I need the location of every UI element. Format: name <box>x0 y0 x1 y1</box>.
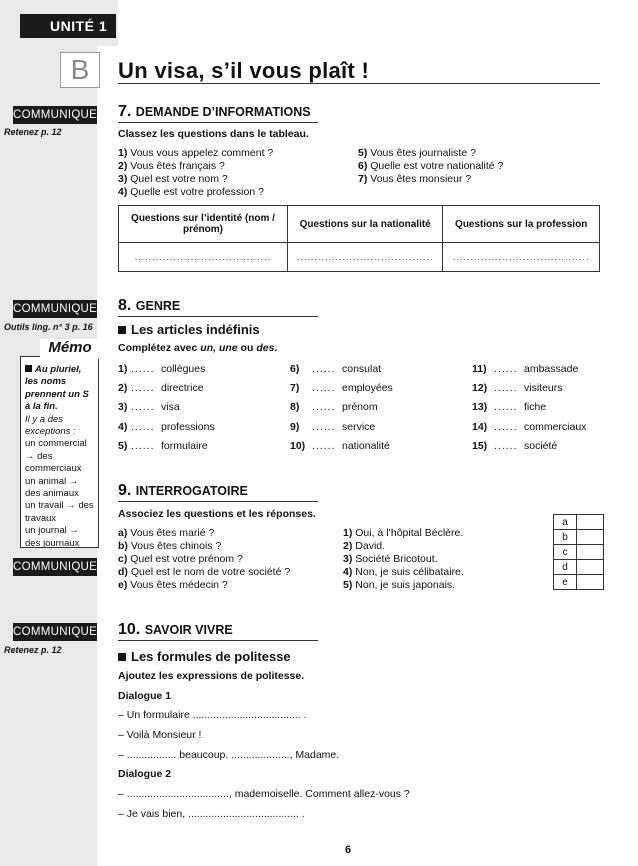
article-blank[interactable]: ...... <box>312 401 336 413</box>
exercise-7-title <box>118 103 311 121</box>
exercise-rule <box>118 501 318 502</box>
communiquer-label-2: COMMUNIQUER <box>13 300 97 318</box>
question-item: b) Vous êtes chinois ? <box>118 540 222 552</box>
question-item: 7) Vous êtes monsieur ? <box>358 173 472 185</box>
question-item: 5) Vous êtes journaliste ? <box>358 147 476 159</box>
noun-word: professions <box>161 421 215 433</box>
grid-letter: b <box>554 530 577 545</box>
grid-letter: e <box>554 575 577 590</box>
grid-answer-cell[interactable] <box>577 515 604 530</box>
exercise-10-subheading: Les formules de politesse <box>118 649 291 664</box>
communiquer-label-3: COMMUNIQUER <box>13 558 97 576</box>
article-blank[interactable]: ...... <box>312 421 336 433</box>
table-header: Questions sur la profession <box>443 206 600 243</box>
memo-example: un animal → des animaux <box>25 475 79 500</box>
grid-letter: a <box>554 515 577 530</box>
article-blank[interactable]: ...... <box>312 440 336 452</box>
noun-word: ambassade <box>524 363 579 375</box>
question-item: 4) Quelle est votre profession ? <box>118 186 264 198</box>
article-blank[interactable]: ...... <box>494 421 518 433</box>
dialogue-heading: Dialogue 1 <box>118 690 172 702</box>
article-blank[interactable]: ...... <box>131 421 155 433</box>
article-blank[interactable]: ...... <box>312 363 336 375</box>
item-number: 12) <box>472 382 488 394</box>
noun-word: nationalité <box>342 440 390 452</box>
memo-text <box>25 364 95 550</box>
exercise-rule <box>118 316 318 317</box>
exercise-number: 9. <box>118 482 132 499</box>
noun-word: service <box>342 421 376 433</box>
dialogue-line[interactable]: – Je vais bien, ...................................... . <box>118 808 305 820</box>
item-number: 6) <box>290 363 300 375</box>
question-item: e) Vous êtes médecin ? <box>118 579 228 591</box>
item-number: 3) <box>118 401 128 413</box>
item-number: 11) <box>472 363 487 375</box>
exercise-10-title <box>118 621 233 639</box>
answer-item: 5) Non, je suis japonais. <box>343 579 456 591</box>
memo-example: un travail → des travaux <box>25 500 94 524</box>
memo-title: Mémo <box>40 339 100 359</box>
answer-cell[interactable]: ....................................... <box>443 243 600 272</box>
noun-word: visiteurs <box>524 382 563 394</box>
exercise-number: 10. <box>118 621 141 638</box>
table-header: Questions sur la nationalité <box>288 206 443 243</box>
item-number: 9) <box>290 421 300 433</box>
exercise-7-instruction: Classez les questions dans le tableau. <box>118 128 309 140</box>
noun-word: société <box>524 440 558 452</box>
item-number: 8) <box>290 401 300 413</box>
classification-table <box>118 205 600 272</box>
article-blank[interactable]: ...... <box>494 382 518 394</box>
article-blank[interactable]: ...... <box>494 401 518 413</box>
dialogue-line[interactable]: – ................. beaucoup. ...................., Madame. <box>118 749 340 761</box>
answer-item: 4) Non, je suis célibataire. <box>343 566 464 578</box>
grid-answer-cell[interactable] <box>577 575 604 590</box>
communiquer-label-4: COMMUNIQUER <box>13 623 97 641</box>
item-number: 2) <box>118 382 128 394</box>
answer-item: 1) Oui, à l’hôpital Béclère. <box>343 527 464 539</box>
memo-example: un journal → des journaux <box>25 525 80 549</box>
article-blank[interactable]: ...... <box>131 440 155 452</box>
grid-letter: d <box>554 560 577 575</box>
grid-answer-cell[interactable] <box>577 545 604 560</box>
grid-letter: c <box>554 545 577 560</box>
question-item: a) Vous êtes marié ? <box>118 527 215 539</box>
question-item: 2) Vous êtes français ? <box>118 160 225 172</box>
bullet-icon <box>118 653 126 661</box>
article-blank[interactable]: ...... <box>312 382 336 394</box>
item-number: 10) <box>290 440 306 452</box>
question-item: d) Quel est le nom de votre société ? <box>118 566 291 578</box>
article-blank[interactable]: ...... <box>494 440 518 452</box>
noun-word: employées <box>342 382 393 394</box>
exercise-rule <box>118 640 318 641</box>
bullet-icon <box>118 326 126 334</box>
dialogue-line[interactable]: – ..................................., mademoiselle. Comment allez-vous ? <box>118 788 410 800</box>
title-rule <box>118 83 600 84</box>
item-number: 15) <box>472 440 488 452</box>
exercise-heading: SAVOIR VIVRE <box>144 623 233 637</box>
bullet-icon <box>25 365 32 372</box>
article-blank[interactable]: ...... <box>494 363 518 375</box>
question-item: 3) Quel est votre nom ? <box>118 173 228 185</box>
exercise-8-instruction: Complétez avec un, une ou des. <box>118 342 278 354</box>
article-blank[interactable]: ...... <box>131 382 155 394</box>
article-blank[interactable]: ...... <box>131 401 155 413</box>
exercise-9-instruction: Associez les questions et les réponses. <box>118 508 316 520</box>
exercise-number: 7. <box>118 103 132 120</box>
exercise-number: 8. <box>118 297 132 314</box>
noun-word: prénom <box>342 401 378 413</box>
communiquer-label-1: COMMUNIQUER <box>13 106 97 124</box>
exercise-8-title <box>118 297 180 315</box>
matching-grid <box>553 514 604 590</box>
sidebar-note-retenez-1: Retenez p. 12 <box>4 127 62 137</box>
dialogue-line[interactable]: – Un formulaire ..................................... . <box>118 709 307 721</box>
noun-word: consulat <box>342 363 382 375</box>
item-number: 4) <box>118 421 128 433</box>
answer-cell[interactable]: ....................................... <box>119 243 288 272</box>
question-item: 1) Vous vous appelez comment ? <box>118 147 274 159</box>
noun-word: fiche <box>524 401 547 413</box>
exercise-heading: GENRE <box>135 299 181 313</box>
grid-answer-cell[interactable] <box>577 530 604 545</box>
item-number: 14) <box>472 421 488 433</box>
memo-example: un commercial → des commerciaux <box>25 438 87 475</box>
noun-word: visa <box>161 401 180 413</box>
answer-item: 2) David. <box>343 540 386 552</box>
item-number: 1) <box>118 363 128 375</box>
table-header: Questions sur l’identité (nom / prénom) <box>119 206 288 243</box>
exercise-10-instruction: Ajoutez les expressions de politesse. <box>118 670 305 682</box>
noun-word: commerciaux <box>524 421 587 433</box>
answer-item: 3) Société Bricotout. <box>343 553 438 565</box>
item-number: 7) <box>290 382 300 394</box>
page-title: Un visa, s’il vous plaît ! <box>118 58 370 83</box>
exercise-rule <box>118 122 318 123</box>
answer-cell[interactable]: ....................................... <box>288 243 443 272</box>
unit-tab: UNITÉ 1 <box>20 14 116 38</box>
exercise-heading: INTERROGATOIRE <box>135 484 248 498</box>
noun-word: collègues <box>161 363 206 375</box>
exercise-heading: DEMANDE D’INFORMATIONS <box>135 105 311 119</box>
exercise-9-title <box>118 482 248 500</box>
dialogue-line: – Voilà Monsieur ! <box>118 729 202 741</box>
question-item: 6) Quelle est votre nationalité ? <box>358 160 504 172</box>
memo-exceptions: Il y a des exceptions : <box>25 413 76 438</box>
exercise-8-subheading: Les articles indéfinis <box>118 322 260 337</box>
article-blank[interactable]: ...... <box>131 363 155 375</box>
sidebar-note-retenez-2: Retenez p. 12 <box>4 645 62 655</box>
noun-word: directrice <box>161 382 204 394</box>
question-item: c) Quel est votre prénom ? <box>118 553 243 565</box>
page-number: 6 <box>345 844 352 856</box>
sidebar-note-outils: Outils ling. n° 3 p. 16 <box>4 322 93 332</box>
item-number: 13) <box>472 401 488 413</box>
memo-rule: Au pluriel, les noms prennent un S à la fin. <box>25 364 89 413</box>
item-number: 5) <box>118 440 128 452</box>
grid-answer-cell[interactable] <box>577 560 604 575</box>
dialogue-heading: Dialogue 2 <box>118 768 172 780</box>
noun-word: formulaire <box>161 440 208 452</box>
section-letter: B <box>60 52 100 88</box>
